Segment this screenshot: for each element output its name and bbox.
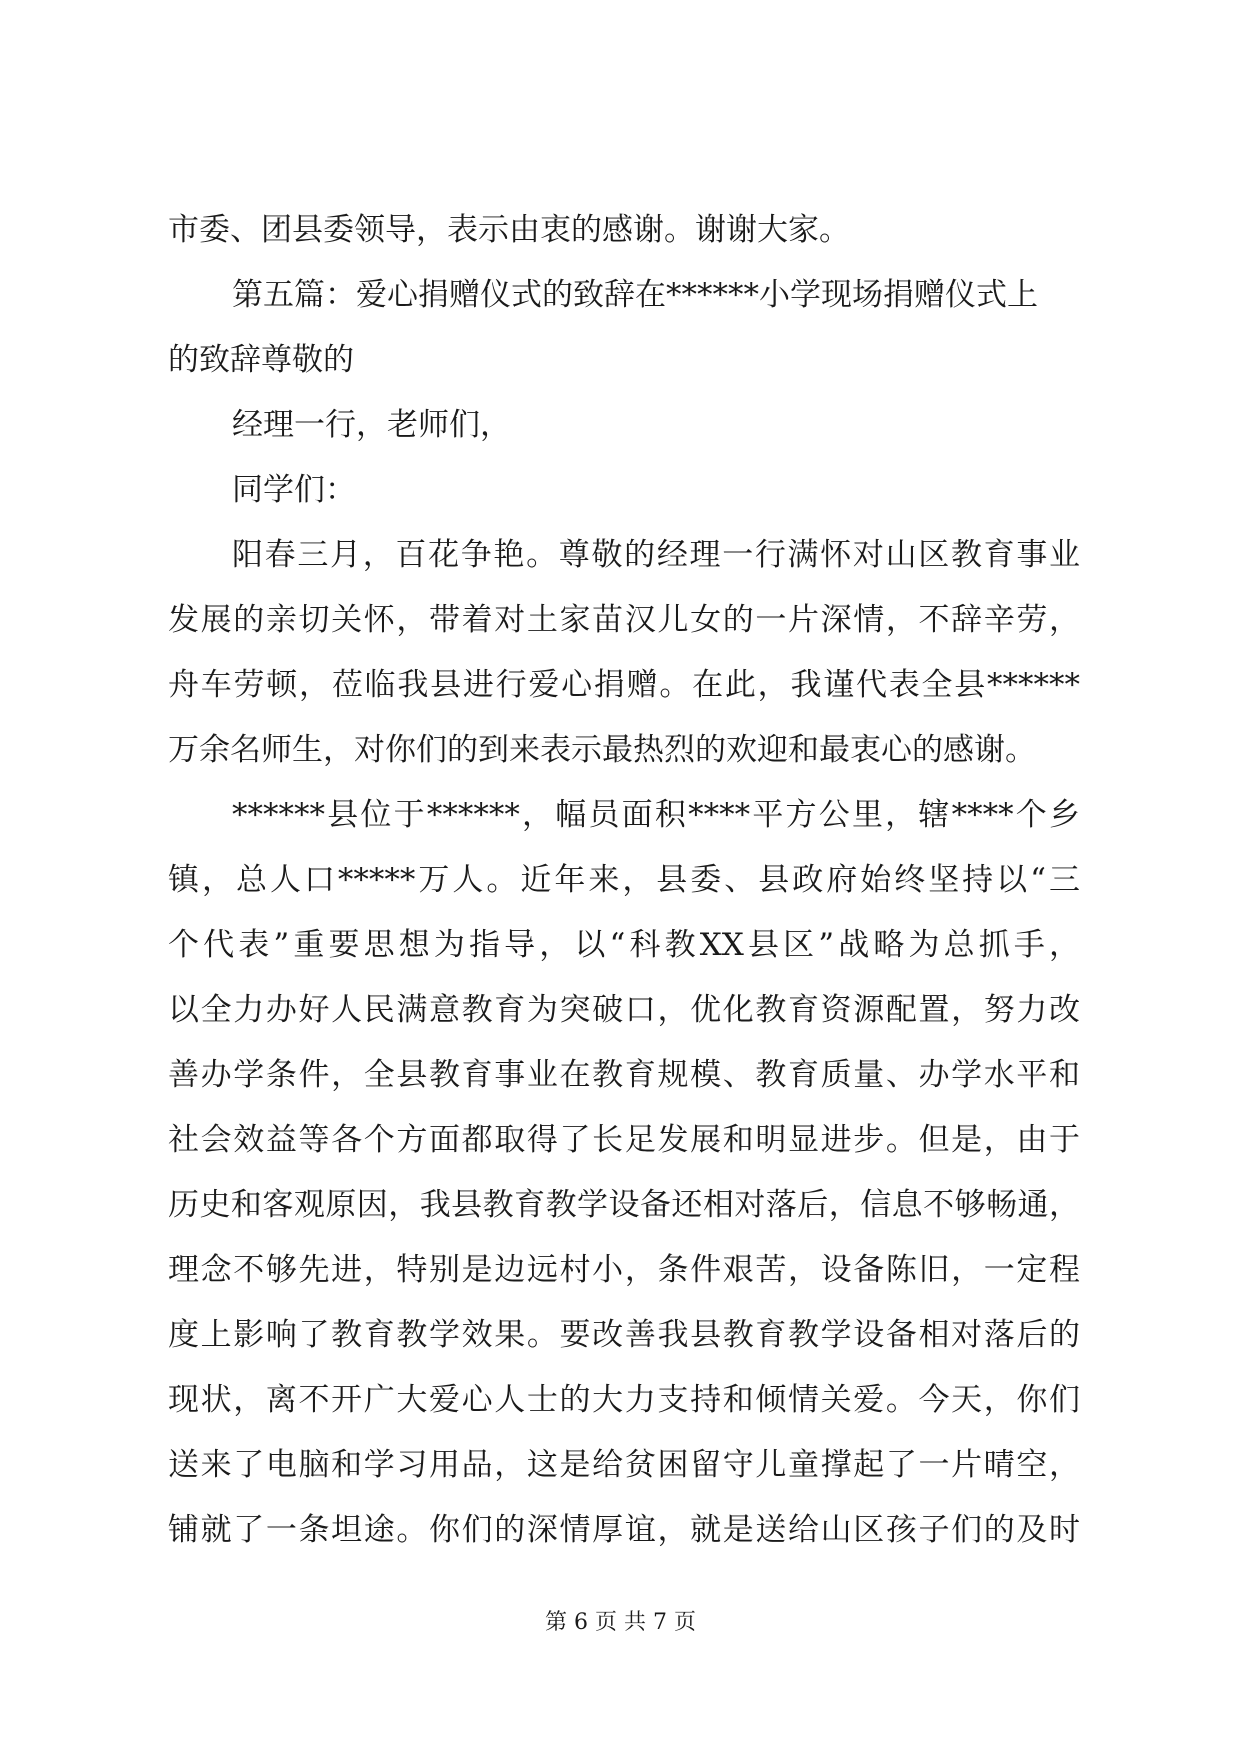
salutation-line: 同学们： [232,472,356,508]
section-heading-line: 的致辞尊敬的 [168,342,354,378]
paragraph-line: 阳春三月，百花争艳。尊敬的经理一行满怀对山区教育事业 [232,537,1080,573]
paragraph-line: ******县位于******，幅员面积****平方公里，辖****个乡 [232,797,1080,833]
paragraph-line: 镇，总人口*****万人。近年来，县委、县政府始终坚持以“三 [168,862,1080,898]
salutation-line: 经理一行，老师们， [232,407,511,443]
paragraph-line: 以全力办好人民满意教育为突破口，优化教育资源配置，努力改 [168,992,1080,1028]
page-footer: 第 6 页 共 7 页 [545,1610,696,1635]
paragraph-line: 个代表”重要思想为指导，以“科教XX县区”战略为总抓手， [168,927,1080,963]
paragraph-line: 铺就了一条坦途。你们的深情厚谊，就是送给山区孩子们的及时 [168,1512,1080,1548]
paragraph-line: 发展的亲切关怀，带着对土家苗汉儿女的一片深情，不辞辛劳， [168,602,1080,638]
paragraph-line: 善办学条件，全县教育事业在教育规模、教育质量、办学水平和 [168,1057,1080,1093]
section-heading-line: 第五篇：爱心捐赠仪式的致辞在******小学现场捐赠仪式上 [232,277,1038,313]
paragraph-line: 度上影响了教育教学效果。要改善我县教育教学设备相对落后的 [168,1317,1080,1353]
paragraph-line: 理念不够先进，特别是边远村小，条件艰苦，设备陈旧，一定程 [168,1252,1080,1288]
paragraph-line: 社会效益等各个方面都取得了长足发展和明显进步。但是，由于 [168,1122,1080,1158]
paragraph-line: 送来了电脑和学习用品，这是给贫困留守儿童撑起了一片晴空， [168,1447,1080,1483]
paragraph-line: 现状，离不开广大爱心人士的大力支持和倾情关爱。今天，你们 [168,1382,1080,1418]
paragraph-line: 历史和客观原因，我县教育教学设备还相对落后，信息不够畅通， [168,1187,1080,1223]
text-line: 市委、团县委领导，表示由衷的感谢。谢谢大家。 [168,212,850,248]
document-body [168,198,1080,1563]
paragraph-line: 万余名师生，对你们的到来表示最热烈的欢迎和最衷心的感谢。 [168,732,1036,768]
paragraph-line: 舟车劳顿，莅临我县进行爱心捐赠。在此，我谨代表全县****** [168,667,1080,703]
